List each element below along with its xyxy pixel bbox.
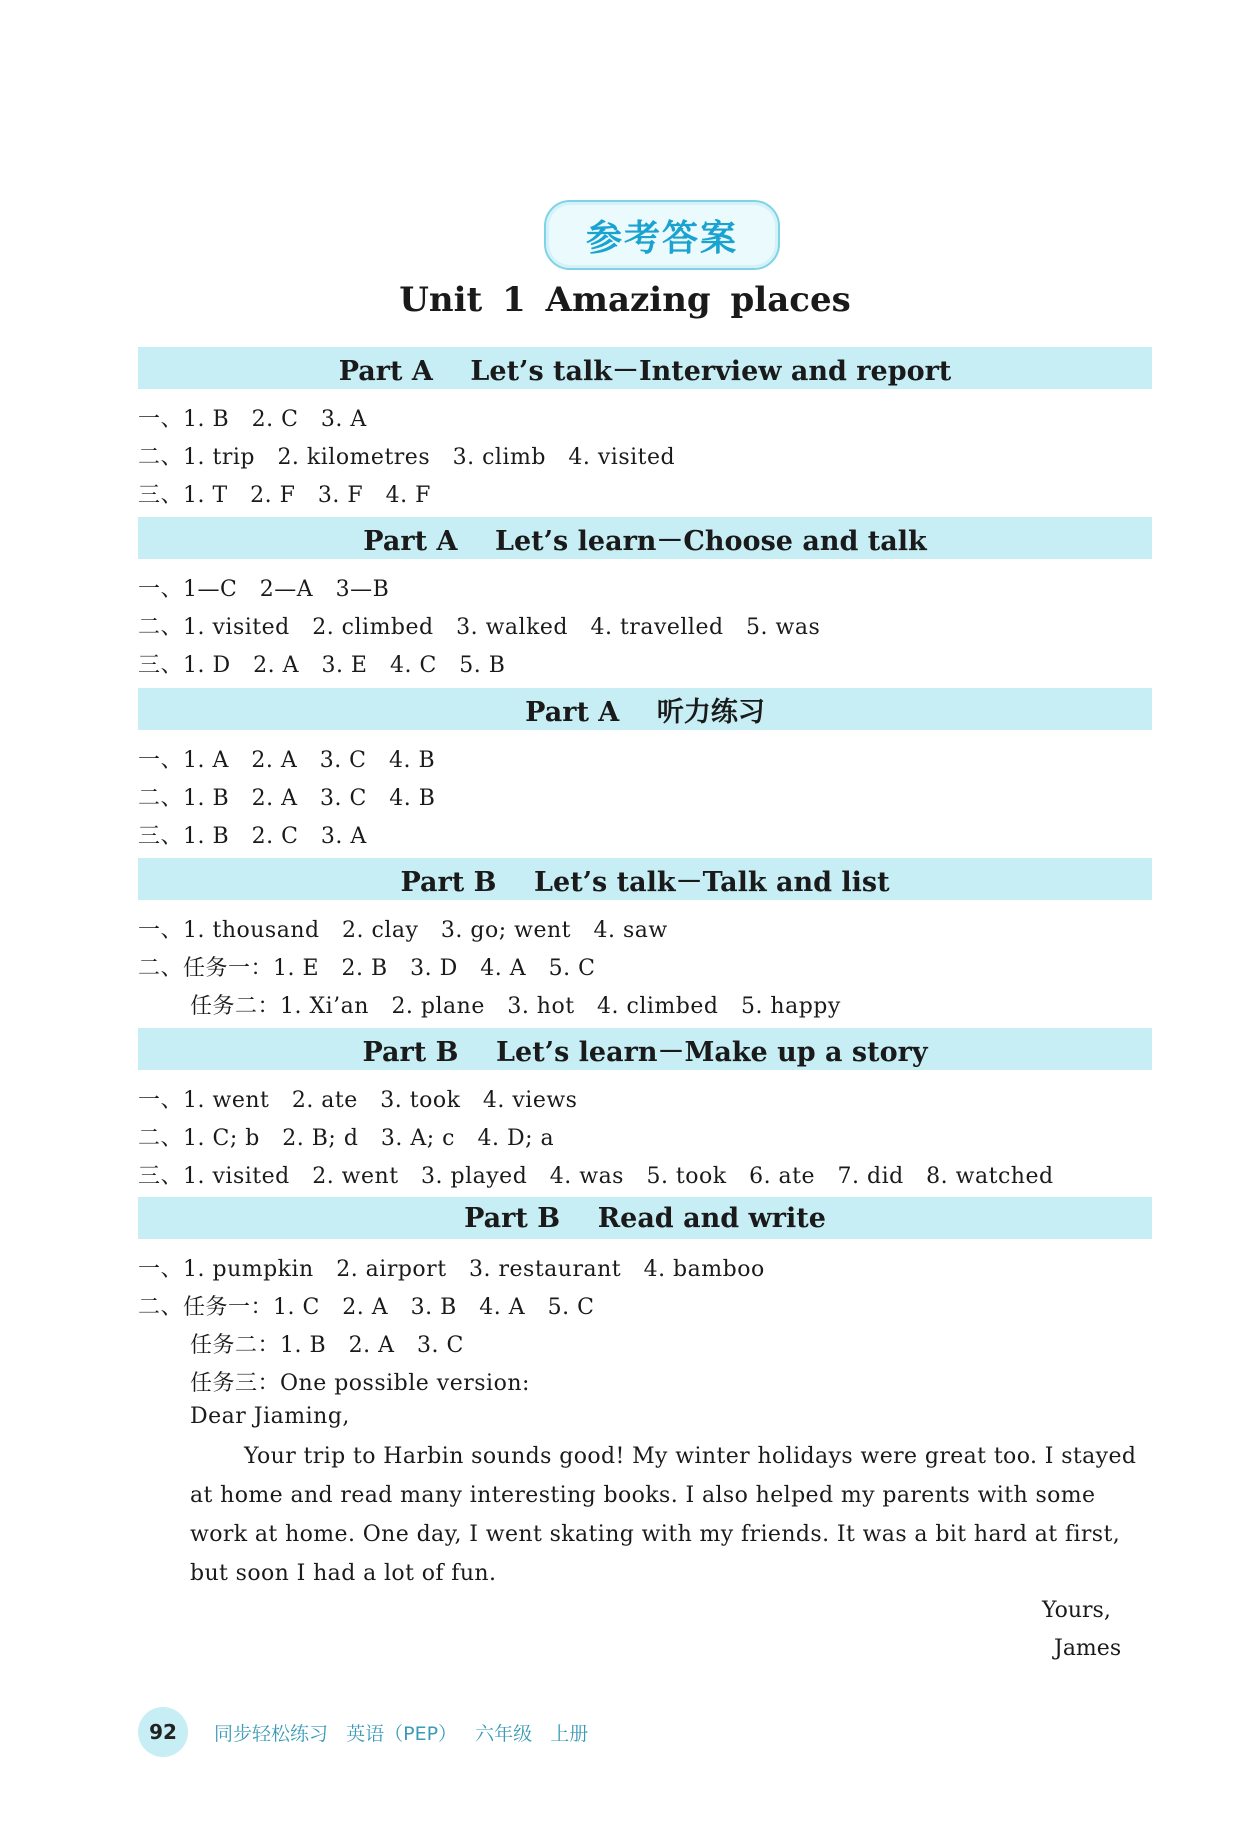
answer-line: 二、1. B 2. A 3. C 4. B	[138, 786, 436, 811]
answer-line: 三、1. T 2. F 3. F 4. F	[138, 483, 431, 508]
answer-line: 一、1. B 2. C 3. A	[138, 407, 367, 432]
answer-line: 二、任务一：1. C 2. A 3. B 4. A 5. C	[138, 1295, 595, 1320]
answer-line: 一、1. pumpkin 2. airport 3. restaurant 4. bamboo	[138, 1257, 765, 1282]
answer-line: 二、1. visited 2. climbed 3. walked 4. travelled 5. was	[138, 615, 821, 640]
answer-line: 任务二：1. B 2. A 3. C	[190, 1333, 464, 1358]
page-number: 92	[138, 1707, 188, 1757]
answer-line: 任务二：1. Xi’an 2. plane 3. hot 4. climbed 5. happy	[190, 994, 841, 1019]
answer-line: 一、1. A 2. A 3. C 4. B	[138, 748, 436, 773]
answer-line: 二、1. C; b 2. B; d 3. A; c 4. D; a	[138, 1126, 555, 1151]
answer-line: 任务三：One possible version:	[190, 1371, 530, 1396]
book-title: 同步轻松练习 英语（PEP） 六年级 上册	[214, 1722, 589, 1745]
answer-line: 三、1. D 2. A 3. E 4. C 5. B	[138, 653, 506, 678]
letter-salutation: Dear Jiaming,	[190, 1404, 350, 1429]
section-heading: Part A 听力练习	[138, 688, 1152, 730]
page-footer	[138, 1707, 588, 1757]
letter-signature: James	[1054, 1636, 1122, 1661]
answer-line: 三、1. B 2. C 3. A	[138, 824, 367, 849]
answer-line: 二、任务一：1. E 2. B 3. D 4. A 5. C	[138, 956, 596, 981]
answer-line: 三、1. visited 2. went 3. played 4. was 5. took 6. ate 7. did 8. watched	[138, 1164, 1054, 1189]
section-heading: Part B Let’s talk－Talk and list	[138, 858, 1152, 900]
section-heading: Part B Let’s learn－Make up a story	[138, 1028, 1152, 1070]
answer-line: 一、1. went 2. ate 3. took 4. views	[138, 1088, 578, 1113]
answer-line: 一、1—C 2—A 3—B	[138, 577, 390, 602]
answer-line: 二、1. trip 2. kilometres 3. climb 4. visited	[138, 445, 676, 470]
page-title: 参考答案	[544, 200, 780, 270]
letter-body: Your trip to Harbin sounds good! My winter holidays were great too. I stayed at home and read many interesting books. I also helped my parents with some work at home. One day, I went skating with my friends. It was a bit hard at first, but soon I had a lot of fun.	[190, 1444, 1137, 1586]
letter-closing: Yours,	[1042, 1598, 1111, 1623]
unit-title: Unit 1 Amazing places	[399, 280, 851, 320]
section-heading: Part A Let’s talk－Interview and report	[138, 347, 1152, 389]
answer-line: 一、1. thousand 2. clay 3. go; went 4. saw	[138, 918, 668, 943]
section-heading: Part A Let’s learn－Choose and talk	[138, 517, 1152, 559]
section-heading: Part B Read and write	[138, 1197, 1152, 1239]
